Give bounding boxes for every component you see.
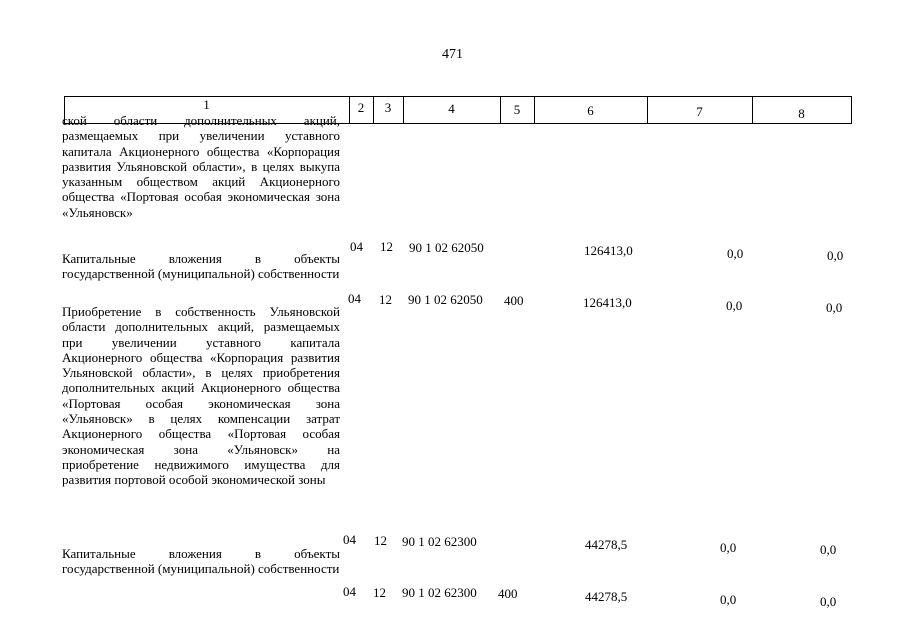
row-2-section: 04 (348, 291, 361, 306)
row-3-subsection: 12 (374, 533, 387, 548)
row-4-subsection: 12 (373, 585, 386, 600)
row-4-description: Капитальные вложения в объекты государственной (муниципальной) собственности (62, 546, 340, 577)
row-3-amount-8: 0,0 (820, 542, 837, 557)
header-col-4: 4 (448, 101, 455, 116)
header-col-5: 5 (513, 102, 521, 117)
row-4-amount-8: 0,0 (820, 594, 837, 609)
col-border-9 (851, 96, 852, 124)
row-4-target-article: 90 1 02 62300 (402, 585, 477, 600)
row-1-target-article: 90 1 02 62050 (409, 240, 484, 255)
header-col-7: 7 (696, 104, 703, 119)
row-2-expense-type: 400 (504, 293, 524, 308)
row-1-amount-6: 126413,0 (584, 243, 633, 258)
row-3-amount-7: 0,0 (720, 540, 737, 555)
header-col-6: 6 (587, 103, 594, 118)
row-1-section: 04 (350, 239, 363, 254)
row-1-amount-7: 0,0 (727, 246, 744, 261)
header-col-8: 8 (798, 106, 805, 121)
row-2-amount-6: 126413,0 (583, 295, 632, 310)
row-2-amount-7: 0,0 (726, 298, 743, 313)
row-4-expense-type: 400 (498, 586, 518, 601)
header-col-1: 1 (203, 97, 210, 112)
row-3-description: Приобретение в собственность Ульяновской области дополнительных акций, размещаемых при увеличении уставного капитала Акционерного общества «Корпорация развития Ульяновской области», в целях приобретения дополнительных акций Акционерного общества «Портовая особая экономическая зона «Ульяновск» в целях компенсации затрат Акционерного общества «Портовая особая экономическая зона «Ульяновск» на приобретение недвижимого имущества для развития портовой особой экономической зоны (62, 304, 340, 488)
row-4-section: 04 (343, 584, 356, 599)
row-2-target-article: 90 1 02 62050 (408, 292, 483, 307)
row-3-section: 04 (343, 532, 356, 547)
row-4-amount-7: 0,0 (720, 592, 737, 607)
row-4-amount-6: 44278,5 (585, 589, 628, 604)
header-col-3: 3 (384, 100, 392, 115)
row-3-amount-6: 44278,5 (585, 537, 628, 552)
row-1-subsection: 12 (380, 239, 393, 254)
header-col-2: 2 (357, 100, 365, 115)
page-number: 471 (442, 47, 463, 62)
row-3-target-article: 90 1 02 62300 (402, 534, 477, 549)
row-2-amount-8: 0,0 (826, 300, 843, 315)
row-2-description: Капитальные вложения в объекты государственной (муниципальной) собственности (62, 251, 340, 282)
row-2-subsection: 12 (379, 292, 392, 307)
row-1-description: ской области дополнительных акций, размещаемых при увеличении уставного капитала Акционерного общества «Корпорация развития Ульяновской области», в целях выкупа указанным обществом акций Акционерного общества «Портовая особая экономическая зона «Ульяновск» (62, 113, 340, 220)
row-1-amount-8: 0,0 (827, 248, 844, 263)
